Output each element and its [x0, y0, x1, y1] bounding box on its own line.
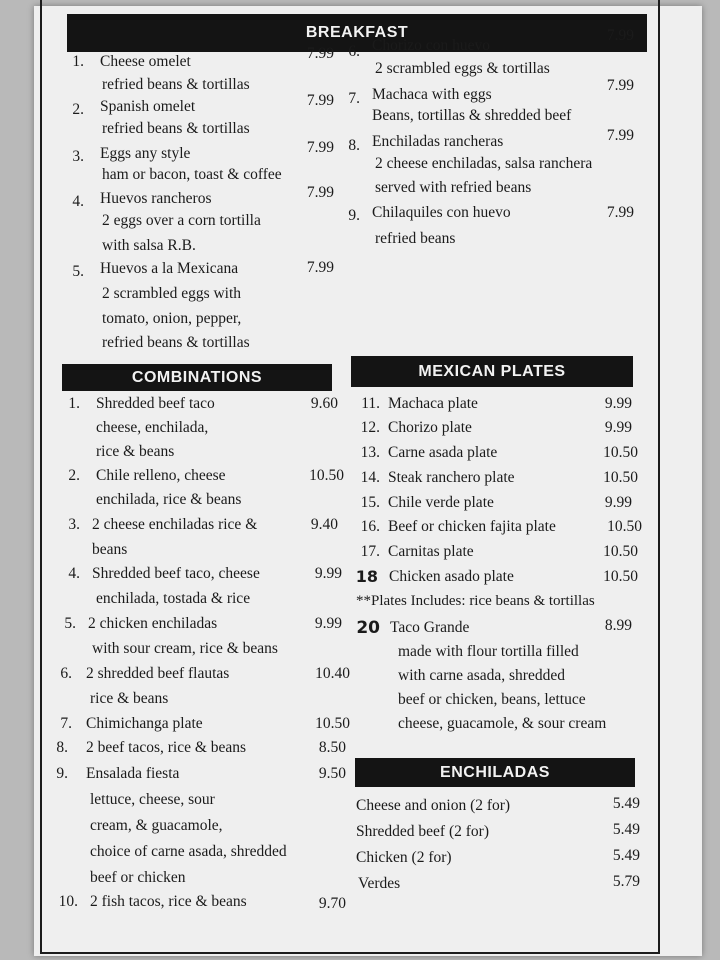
item-description: refried beans & tortillas	[102, 334, 250, 351]
item-line: cream, & guacamole,	[90, 817, 223, 834]
item-line: with sour cream, rice & beans	[92, 640, 278, 657]
item-number: 5.	[72, 263, 84, 280]
item-line: enchilada, rice & beans	[96, 491, 242, 508]
item-price: 10.50	[315, 715, 350, 732]
item-price: 7.99	[606, 204, 634, 221]
breakfast-header: BREAKFAST	[67, 14, 647, 52]
item-line: Shredded beef taco, cheese	[92, 565, 260, 582]
item-name: Chile verde plate	[388, 494, 494, 511]
item-number: 6.	[348, 43, 360, 60]
item-number: 1.	[68, 395, 80, 412]
item-description: refried beans & tortillas	[102, 120, 250, 137]
item-price: 7.99	[606, 27, 634, 44]
item-number: 4.	[72, 193, 84, 210]
item-number: 7.	[60, 715, 72, 732]
item-name: Cheese and onion (2 for)	[356, 797, 511, 814]
item-price: 9.60	[310, 395, 338, 412]
item-number: 1.	[72, 53, 84, 70]
item-price: 7.99	[306, 184, 334, 201]
item-line: lettuce, cheese, sour	[90, 791, 215, 808]
item-number: 10.	[58, 893, 78, 910]
item-description: 2 scrambled eggs with	[102, 285, 242, 302]
item-price: 9.50	[318, 765, 346, 782]
item-number: 14.	[360, 469, 380, 486]
item-price: 5.49	[612, 821, 640, 838]
item-line: 2 chicken enchiladas	[88, 615, 218, 632]
item-price: 7.99	[306, 139, 334, 156]
enchiladas-header: ENCHILADAS	[355, 758, 635, 787]
item-price: 9.99	[314, 615, 342, 632]
item-number: 18	[355, 567, 378, 586]
item-price: 9.99	[604, 419, 632, 436]
item-line: rice & beans	[96, 443, 175, 460]
item-number: 7.	[348, 90, 360, 107]
item-name: Huevos a la Mexicana	[100, 260, 239, 277]
item-description: cheese, guacamole, & sour cream	[398, 715, 607, 732]
item-name: Taco Grande	[390, 619, 470, 636]
item-line: cheese, enchilada,	[96, 419, 209, 436]
item-price: 10.50	[309, 467, 344, 484]
item-name: Chorizo con huevo	[372, 37, 490, 54]
item-name: Machaca plate	[388, 395, 478, 412]
item-name: Shredded beef (2 for)	[356, 823, 489, 840]
item-description: beef or chicken, beans, lettuce	[398, 691, 586, 708]
item-name: Chicken asado plate	[389, 568, 514, 585]
item-line: 2 beef tacos, rice & beans	[86, 739, 247, 756]
item-price: 9.40	[310, 516, 338, 533]
item-line: Chile relleno, cheese	[96, 467, 226, 484]
item-price: 10.50	[603, 543, 638, 560]
item-description: 2 scrambled eggs & tortillas	[375, 60, 550, 77]
item-price: 5.49	[612, 847, 640, 864]
item-line: Shredded beef taco	[96, 395, 215, 412]
item-name: Chorizo plate	[388, 419, 472, 436]
item-line: 2 fish tacos, rice & beans	[90, 893, 247, 910]
item-number: 17.	[360, 543, 380, 560]
item-description: ham or bacon, toast & coffee	[102, 166, 282, 183]
item-name: Steak ranchero plate	[388, 469, 515, 486]
item-number: 2.	[68, 467, 80, 484]
item-name: Verdes	[358, 875, 401, 892]
item-number: 9.	[348, 207, 360, 224]
item-number: 8.	[56, 739, 68, 756]
item-description: 2 cheese enchiladas, salsa ranchera	[375, 155, 593, 172]
item-number: 8.	[348, 137, 360, 154]
item-price: 9.99	[314, 565, 342, 582]
item-number: 9.	[56, 765, 68, 782]
item-price: 7.99	[306, 259, 334, 276]
item-name: Cheese omelet	[100, 53, 191, 70]
item-name: Eggs any style	[100, 145, 191, 162]
item-number: 20	[356, 618, 380, 638]
combinations-header: COMBINATIONS	[62, 364, 332, 391]
item-name: Enchiladas rancheras	[372, 133, 504, 150]
item-number: 5.	[64, 615, 76, 632]
item-description: with carne asada, shredded	[398, 667, 565, 684]
item-description: Beans, tortillas & shredded beef	[372, 107, 572, 124]
item-price: 9.99	[604, 494, 632, 511]
item-price: 9.70	[318, 895, 346, 912]
item-line: beans	[92, 541, 128, 558]
item-price: 7.99	[606, 127, 634, 144]
item-description: 2 eggs over a corn tortilla	[102, 212, 261, 229]
item-price: 7.99	[306, 92, 334, 109]
item-number: 4.	[68, 565, 80, 582]
item-name: Chilaquiles con huevo	[372, 204, 511, 221]
item-number: 11.	[361, 395, 380, 412]
item-line: beef or chicken	[90, 869, 186, 886]
item-description: refried beans & tortillas	[102, 76, 250, 93]
item-number: 6.	[60, 665, 72, 682]
item-price: 5.49	[612, 795, 640, 812]
item-description: tomato, onion, pepper,	[102, 310, 242, 327]
item-number: 3.	[72, 148, 84, 165]
item-price: 5.79	[612, 873, 640, 890]
item-description: refried beans	[375, 230, 456, 247]
item-name: Huevos rancheros	[100, 190, 212, 207]
item-description: served with refried beans	[375, 179, 532, 196]
item-name: Beef or chicken fajita plate	[388, 518, 556, 535]
item-number: 15.	[360, 494, 380, 511]
item-number: 13.	[360, 444, 380, 461]
item-line: enchilada, tostada & rice	[96, 590, 251, 607]
item-price: 10.40	[315, 665, 350, 682]
item-line: Ensalada fiesta	[86, 765, 180, 782]
item-price: 7.99	[306, 45, 334, 62]
item-line: choice of carne asada, shredded	[90, 843, 287, 860]
item-price: 10.50	[603, 568, 638, 585]
item-price: 8.99	[604, 617, 632, 634]
item-name: Chicken (2 for)	[356, 849, 452, 866]
item-number: 2.	[72, 101, 84, 118]
item-line: 2 shredded beef flautas	[86, 665, 230, 682]
mexican-plates-header: MEXICAN PLATES	[351, 356, 633, 387]
item-number: 3.	[68, 516, 80, 533]
item-price: 10.50	[607, 518, 642, 535]
item-description: with salsa R.B.	[102, 237, 196, 254]
item-price: 10.50	[603, 469, 638, 486]
item-number: 12.	[360, 419, 380, 436]
item-number: 16.	[360, 518, 380, 535]
item-name: Carne asada plate	[388, 444, 498, 461]
item-line: Chimichanga plate	[86, 715, 203, 732]
item-description: made with flour tortilla filled	[398, 643, 579, 660]
item-price: 8.50	[318, 739, 346, 756]
plates-note: **Plates Includes: rice beans & tortillas	[356, 593, 595, 609]
item-line: rice & beans	[90, 690, 169, 707]
item-price: 10.50	[603, 444, 638, 461]
item-name: Machaca with eggs	[372, 86, 492, 103]
item-name: Spanish omelet	[100, 98, 196, 115]
item-price: 7.99	[606, 77, 634, 94]
item-price: 9.99	[604, 395, 632, 412]
item-name: Carnitas plate	[388, 543, 474, 560]
item-line: 2 cheese enchiladas rice &	[92, 516, 258, 533]
